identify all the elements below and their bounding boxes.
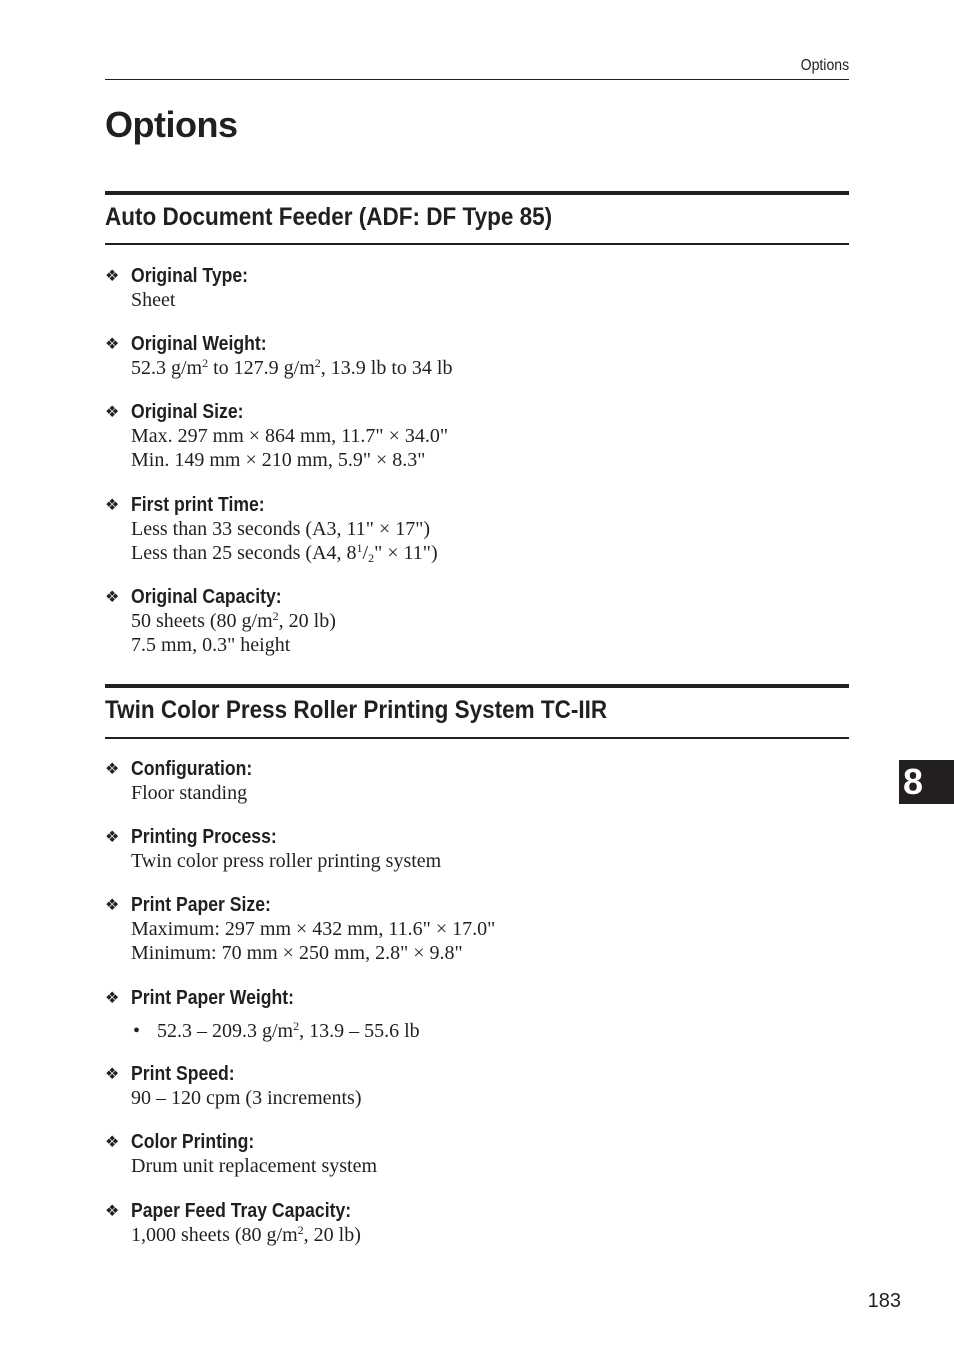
spec-label: Original Weight: bbox=[131, 332, 267, 355]
spec-value: Minimum: 70 mm × 250 mm, 2.8" × 9.8" bbox=[131, 942, 463, 964]
spec-value: Max. 297 mm × 864 mm, 11.7" × 34.0" bbox=[131, 425, 449, 447]
spec-item bbox=[105, 493, 805, 565]
section-title: Auto Document Feeder (ADF: DF Type 85) bbox=[105, 203, 553, 231]
diamond-icon: ❖ bbox=[105, 497, 120, 514]
spec-label: Configuration: bbox=[131, 757, 253, 780]
spec-label: Color Printing: bbox=[131, 1130, 255, 1153]
page-number: 183 bbox=[867, 1290, 901, 1312]
spec-label: Paper Feed Tray Capacity: bbox=[131, 1199, 352, 1222]
section-top-bar bbox=[105, 684, 849, 688]
diamond-icon: ❖ bbox=[105, 990, 120, 1007]
chapter-number: 8 bbox=[903, 761, 924, 802]
spec-value: Less than 33 seconds (A3, 11" × 17") bbox=[131, 518, 431, 540]
diamond-icon: ❖ bbox=[105, 1134, 120, 1151]
spec-item bbox=[105, 757, 805, 805]
spec-value: Drum unit replacement system bbox=[131, 1155, 378, 1177]
spec-item bbox=[105, 1062, 805, 1110]
spec-label: Print Speed: bbox=[131, 1062, 235, 1085]
spec-item bbox=[105, 1199, 805, 1247]
spec-item bbox=[105, 585, 805, 657]
page-title: Options bbox=[105, 104, 238, 145]
header-rule bbox=[105, 79, 849, 80]
spec-label: Original Type: bbox=[131, 264, 249, 287]
spec-label: First print Time: bbox=[131, 493, 265, 516]
diamond-icon: ❖ bbox=[105, 761, 120, 778]
spec-value: Less than 25 seconds (A4, $8^1/_2$" × 11") bbox=[131, 541, 438, 565]
spec-label: Printing Process: bbox=[131, 825, 277, 848]
spec-value: Maximum: 297 mm × 432 mm, 11.6" × 17.0" bbox=[131, 918, 496, 940]
spec-item bbox=[105, 986, 805, 1043]
spec-label: Print Paper Weight: bbox=[131, 986, 294, 1009]
chapter-tab bbox=[899, 760, 954, 804]
spec-value: 7.5 mm, 0.3" height bbox=[131, 634, 291, 656]
spec-item bbox=[105, 264, 805, 312]
spec-item bbox=[105, 332, 805, 380]
diamond-icon: ❖ bbox=[105, 1066, 120, 1083]
spec-value: 90 – 120 cpm (3 increments) bbox=[131, 1087, 362, 1109]
section-bottom-rule bbox=[105, 243, 849, 245]
diamond-icon: ❖ bbox=[105, 336, 120, 353]
spec-label: Original Size: bbox=[131, 400, 244, 423]
spec-value: 1,000 sheets (80 $g/m^2$, 20 lb) bbox=[131, 1223, 361, 1246]
section-top-bar bbox=[105, 191, 849, 195]
section-title: Twin Color Press Roller Printing System TC-IIR bbox=[105, 696, 608, 724]
spec-value: Floor standing bbox=[131, 782, 248, 804]
spec-value: Twin color press roller printing system bbox=[131, 850, 442, 872]
diamond-icon: ❖ bbox=[105, 1203, 120, 1220]
spec-item bbox=[105, 893, 805, 965]
spec-value: Min. 149 mm × 210 mm, 5.9" × 8.3" bbox=[131, 449, 426, 471]
diamond-icon: ❖ bbox=[105, 589, 120, 606]
bullet-item: • 52.3 – 209.3 $g/m^2$, 13.9 – 55.6 lb bbox=[133, 1019, 420, 1042]
spec-item bbox=[105, 400, 805, 472]
diamond-icon: ❖ bbox=[105, 829, 120, 846]
section-bottom-rule bbox=[105, 737, 849, 739]
spec-value: 52.3 $g/m^2$ to 127.9 $g/m^2$, 13.9 lb to 34 lb bbox=[131, 356, 453, 379]
spec-item bbox=[105, 825, 805, 873]
spec-value: 50 sheets (80 $g/m^2$, 20 lb) bbox=[131, 609, 336, 632]
spec-value: Sheet bbox=[131, 289, 176, 311]
spec-label: Print Paper Size: bbox=[131, 893, 271, 916]
diamond-icon: ❖ bbox=[105, 404, 120, 421]
diamond-icon: ❖ bbox=[105, 268, 120, 285]
running-head: Options bbox=[800, 57, 849, 74]
spec-label: Original Capacity: bbox=[131, 585, 282, 608]
spec-item bbox=[105, 1130, 805, 1178]
diamond-icon: ❖ bbox=[105, 897, 120, 914]
bullet-icon: • bbox=[133, 1020, 141, 1042]
